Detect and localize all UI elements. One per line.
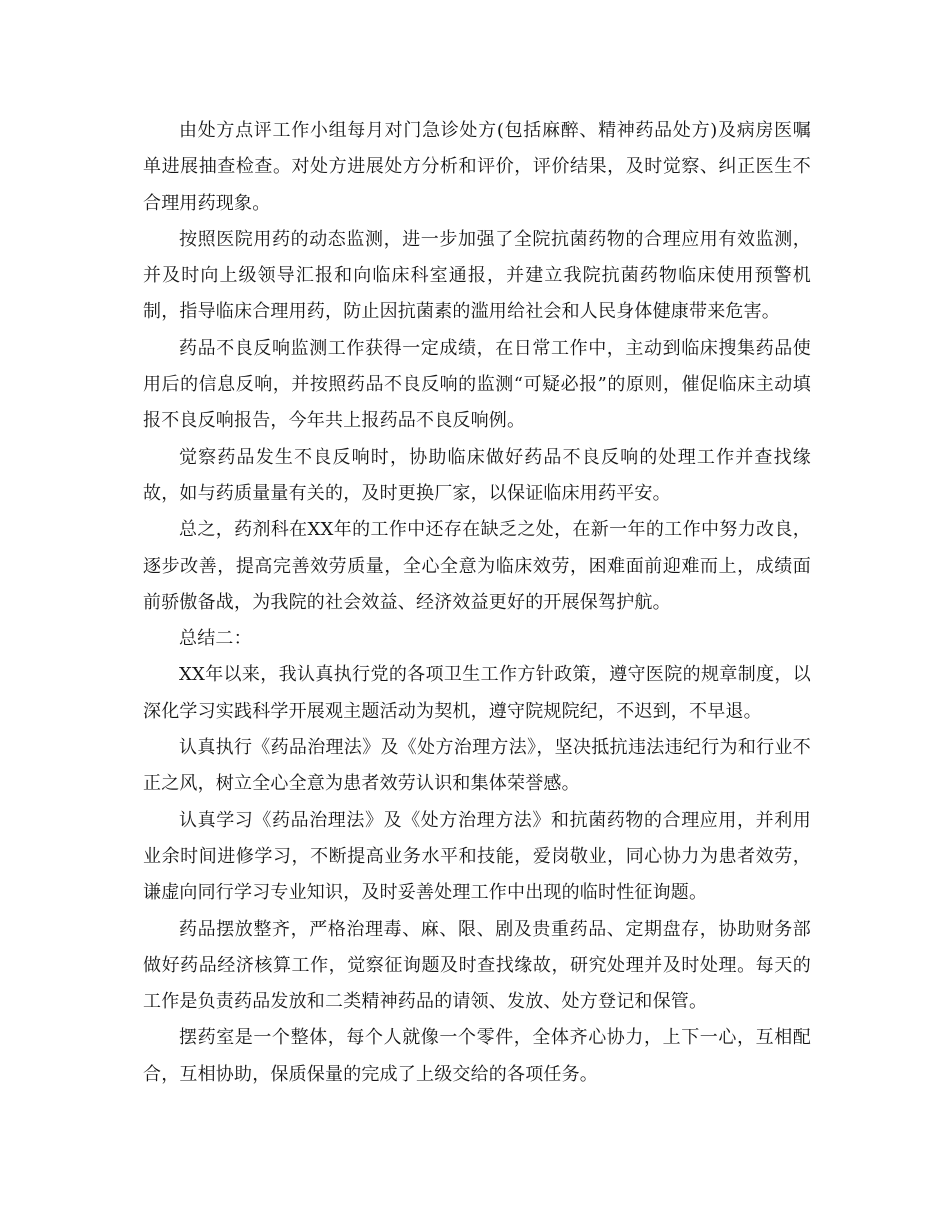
paragraph-policy-compliance: XX年以来，我认真执行党的各项卫生工作方针政策，遵守医院的规章制度，以深化学习实践科学开展观主题活动为契机，遵守院规院纪，不迟到，不早退。 xyxy=(143,664,811,722)
paragraph-study-and-service: 认真学习《药品治理法》及《处方治理方法》和抗菌药物的合理应用，并利用业余时间进修学习，不断提高业务水平和技能，爱岗敬业，同心协力为患者效劳，谦虚向同行学习专业知识，及时妥善处理工作中出现的临时性征询题。 xyxy=(143,809,811,904)
paragraph-prescription-review: 由处方点评工作小组每月对门急诊处方(包括麻醉、精神药品处方)及病房医嘱单进展抽查检查。对处方进展处方分析和评价，评价结果，及时觉察、纠正医生不合理用药现象。 xyxy=(143,120,811,214)
paragraph-teamwork: 摆药室是一个整体，每个人就像一个零件，全体齐心协力，上下一心，互相配合，互相协助，保质保量的完成了上级交给的各项任务。 xyxy=(143,1027,811,1085)
paragraph-drug-management: 药品摆放整齐，严格治理毒、麻、限、剧及贵重药品、定期盘存，协助财务部做好药品经济核算工作，觉察征询题及时查找缘故，研究处理并及时处理。每天的工作是负责药品发放和二类精神药品的请领、发放、处方登记和保管。 xyxy=(143,918,811,1013)
paragraph-antibiotic-monitoring: 按照医院用药的动态监测，进一步加强了全院抗菌药物的合理应用有效监测，并及时向上级领导汇报和向临床科室通报，并建立我院抗菌药物临床使用预警机制，指导临床合理用药，防止因抗菌素的滥用给社会和人民身体健康带来危害。 xyxy=(143,228,811,323)
document-body xyxy=(143,113,811,1093)
paragraph-adverse-reaction-handling: 觉察药品发生不良反响时，协助临床做好药品不良反响的处理工作并查找缘故，如与药质量量有关的，及时更换厂家，以保证临床用药平安。 xyxy=(143,446,811,504)
section-heading-summary-two: 总结二： xyxy=(179,628,252,650)
paragraph-summary-conclusion: 总之，药剂科在XX年的工作中还存在缺乏之处，在新一年的工作中努力改良，逐步改善，提高完善效劳质量，全心全意为临床效劳，困难面前迎难而上，成绩面前骄傲备战，为我院的社会效益、经济效益更好的开展保驾护航。 xyxy=(143,519,811,613)
paragraph-adverse-reaction-monitoring: 药品不良反响监测工作获得一定成绩，在日常工作中，主动到临床搜集药品使用后的信息反响，并按照药品不良反响的监测“可疑必报”的原则，催促临床主动填报不良反响报告，今年共上报药品不良反响例。 xyxy=(143,337,811,432)
paragraph-drug-law-execution: 认真执行《药品治理法》及《处方治理方法》，坚决抵抗违法违纪行为和行业不正之风，树立全心全意为患者效劳认识和集体荣誉感。 xyxy=(143,737,811,795)
